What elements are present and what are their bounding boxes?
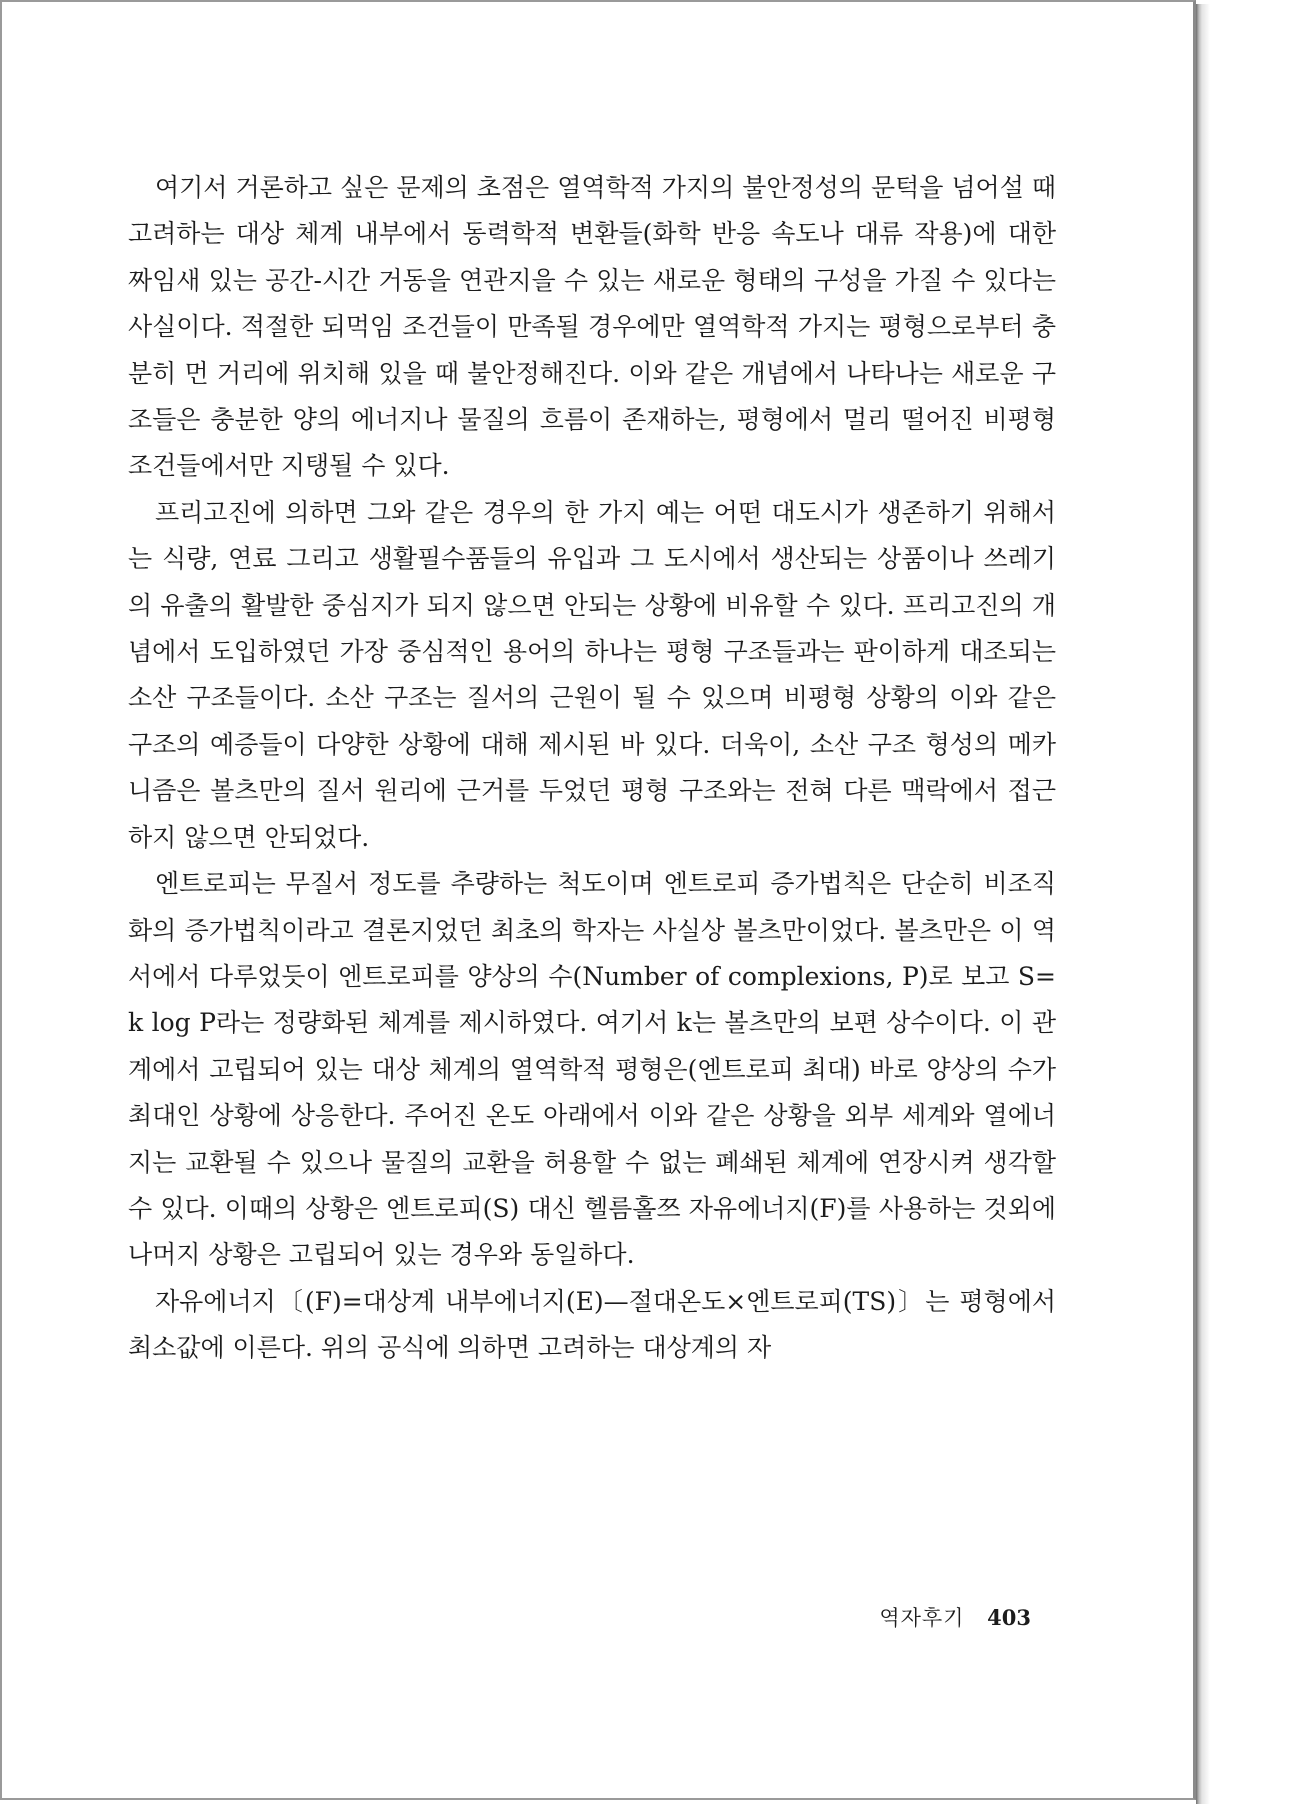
paragraph: 여기서 거론하고 싶은 문제의 초점은 열역학적 가지의 불안정성의 문턱을 넘어설 때 고려하는 대상 체계 내부에서 동력학적 변환들(화학 반응 속도나 대류 작용)에 대한 짜임새 있는 공간-시간 거동을 연관지을 수 있는 새로운 형태의 구성을 가질 수 있다는 사실이다. 적절한 되먹임 조건들이 만족될 경우에만 열역학적 가지는 평형으로부터 충분히 먼 거리에 위치해 있을 때 불안정해진다. 이와 같은 개념에서 나타나는 새로운 구조들은 충분한 양의 에너지나 물질의 흐름이 존재하는, 평형에서 멀리 떨어진 비평형 조건들에서만 지탱될 수 있다.	[128, 173, 1056, 481]
running-title: 역자후기	[879, 1606, 965, 1630]
paragraph: 프리고진에 의하면 그와 같은 경우의 한 가지 예는 어떤 대도시가 생존하기 위해서는 식량, 연료 그리고 생활필수품들의 유입과 그 도시에서 생산되는 상품이나 쓰레기의 유출의 활발한 중심지가 되지 않으면 안되는 상황에 비유할 수 있다. 프리고진의 개념에서 도입하였던 가장 중심적인 용어의 하나는 평형 구조들과는 판이하게 대조되는 소산 구조들이다. 소산 구조는 질서의 근원이 될 수 있으며 비평형 상황의 이와 같은 구조의 예증들이 다양한 상황에 대해 제시된 바 있다. 더욱이, 소산 구조 형성의 메카니즘은 볼츠만의 질서 원리에 근거를 두었던 평형 구조와는 전혀 다른 맥락에서 접근하지 않으면 안되었다.	[128, 497, 1056, 852]
paragraph: 엔트로피는 무질서 정도를 추량하는 척도이며 엔트로피 증가법칙은 단순히 비조직화의 증가법칙이라고 결론지었던 최초의 학자는 사실상 볼츠만이었다. 볼츠만은 이 역서에서 다루었듯이 엔트로피를 양상의 수(Number of complexions, P)로 보고 S=k log P라는 정량화된 체계를 제시하였다. 여기서 k는 볼츠만의 보편 상수이다. 이 관계에서 고립되어 있는 대상 체계의 열역학적 평형은(엔트로피 최대) 바로 양상의 수가 최대인 상황에 상응한다. 주어진 온도 아래에서 이와 같은 상황을 외부 세계와 열에너지는 교환될 수 있으나 물질의 교환을 허용할 수 없는 폐쇄된 체계에 연장시켜 생각할 수 있다. 이때의 상황은 엔트로피(S) 대신 헬름홀쯔 자유에너지(F)를 사용하는 것외에 나머지 상황은 고립되어 있는 경우와 동일하다.	[128, 869, 1056, 1270]
page-number: 403	[987, 1605, 1031, 1630]
paragraph: 자유에너지〔(F)=대상계 내부에너지(E)—절대온도×엔트로피(TS)〕는 평형에서 최소값에 이른다. 위의 공식에 의하면 고려하는 대상계의 자	[128, 1286, 1056, 1363]
page-edge-shadow	[1196, 4, 1210, 1804]
page-footer	[879, 1602, 1031, 1632]
body-text	[128, 165, 1056, 1372]
